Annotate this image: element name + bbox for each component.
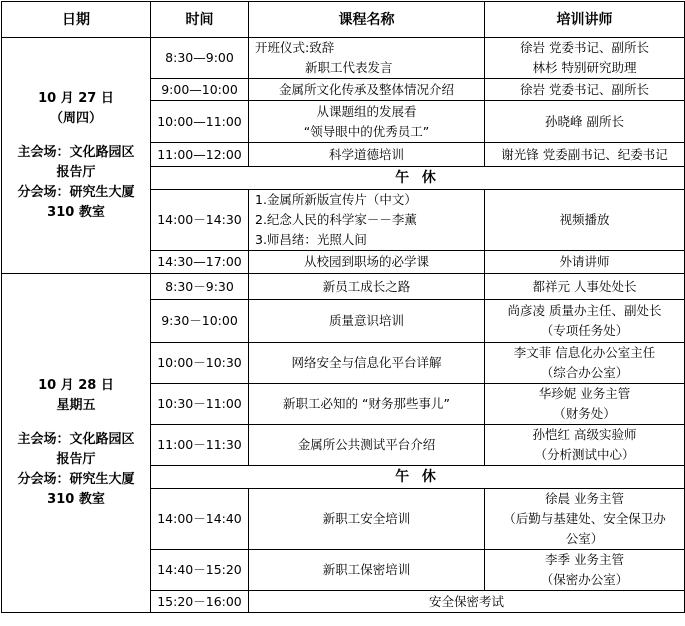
session-lecturer: 孙恺红 高级实验师 （分析测试中心）: [485, 425, 685, 466]
session-lecturer: 李季 业务主管 （保密办公室）: [485, 550, 685, 591]
session-course: 科学道德培训: [249, 143, 485, 167]
header-course: 课程名称: [249, 2, 485, 38]
session-time: 14:40－15:20: [151, 550, 249, 591]
day1-venue-main-room: 报告厅: [56, 164, 96, 180]
session-time: 9:00—10:00: [151, 79, 249, 101]
session-lecturer: 李文菲 信息化办公室主任 （综合办公室）: [485, 343, 685, 384]
session-course: 新员工成长之路: [249, 274, 485, 300]
session-lecturer: 都祥元 人事处处长: [485, 274, 685, 300]
session-lecturer: 谢光锋 党委副书记、纪委书记: [485, 143, 685, 167]
session-time: 11:00－11:30: [151, 425, 249, 466]
session-time: 8:30—9:00: [151, 38, 249, 79]
session-lecturer: 徐岩 党委书记、副所长: [485, 79, 685, 101]
day2-venue-sub-room: 310 教室: [47, 492, 105, 507]
table-row: [2, 38, 685, 79]
header-time: 时间: [151, 2, 249, 38]
session-course: 从校园到职场的必学课: [249, 251, 485, 274]
header-lecturer: 培训讲师: [485, 2, 685, 38]
day1-venue-sub-room: 310 教室: [47, 204, 105, 220]
day1-date-cell: [2, 38, 151, 274]
day2-date-cell: [2, 274, 151, 613]
session-course: 新职工保密培训: [249, 550, 485, 591]
day1-venue-sub: 分会场：研究生大厦: [17, 184, 135, 200]
lunch-break-label: 午 休: [151, 466, 685, 489]
session-course: 质量意识培训: [249, 300, 485, 343]
session-time: 10:30－11:00: [151, 384, 249, 425]
session-course: 从课题组的发展看 “领导眼中的优秀员工”: [249, 101, 485, 143]
day1-date: 10 月 27 日: [38, 90, 114, 106]
session-lecturer: 外请讲师: [485, 251, 685, 274]
session-time: 10:00—11:00: [151, 101, 249, 143]
header-date: 日期: [2, 2, 151, 38]
session-time: 14:30—17:00: [151, 251, 249, 274]
session-lecturer: 徐晨 业务主管 （后勤与基建处、安全保卫办 公室）: [485, 489, 685, 550]
session-lecturer: 华珍妮 业务主管 （财务处）: [485, 384, 685, 425]
session-time: 14:00－14:40: [151, 489, 249, 550]
session-course: 1.金属所新版宣传片（中文） 2.纪念人民的科学家－－李薰 3.师昌绪：光照人间: [249, 190, 485, 251]
day1-venue-main: 主会场：文化路园区: [17, 144, 135, 160]
session-time: 8:30－9:30: [151, 274, 249, 300]
lunch-break-label: 午 休: [151, 167, 685, 190]
day2-venue-main-room: 报告厅: [56, 452, 96, 467]
session-time: 11:00—12:00: [151, 143, 249, 167]
day2-date: 10 月 28 日: [38, 378, 114, 393]
session-lecturer: 视频播放: [485, 190, 685, 251]
header-row: [2, 2, 685, 38]
table-row: [2, 274, 685, 300]
session-time: 10:00－10:30: [151, 343, 249, 384]
session-course: 金属所文化传承及整体情况介绍: [249, 79, 485, 101]
session-course: 开班仪式:致辞 新职工代表发言: [249, 38, 485, 79]
exam-label: 安全保密考试: [249, 591, 685, 613]
day2-venue-main: 主会场：文化路园区: [17, 432, 135, 447]
day2-venue-sub: 分会场：研究生大厦: [17, 472, 135, 487]
session-lecturer: 尚彦凌 质量办主任、副处长 （专项任务处）: [485, 300, 685, 343]
session-lecturer: 孙晓峰 副所长: [485, 101, 685, 143]
session-course: 新职工必知的 “财务那些事儿”: [249, 384, 485, 425]
training-schedule-table: [1, 1, 685, 613]
session-course: 金属所公共测试平台介绍: [249, 425, 485, 466]
session-course: 新职工安全培训: [249, 489, 485, 550]
day2-weekday: 星期五: [56, 398, 96, 413]
session-time: 14:00－14:30: [151, 190, 249, 251]
session-course: 网络安全与信息化平台详解: [249, 343, 485, 384]
session-time: 15:20－16:00: [151, 591, 249, 613]
session-time: 9:30－10:00: [151, 300, 249, 343]
day1-weekday: （周四）: [49, 110, 102, 126]
session-lecturer: 徐岩 党委书记、副所长 林杉 特别研究助理: [485, 38, 685, 79]
